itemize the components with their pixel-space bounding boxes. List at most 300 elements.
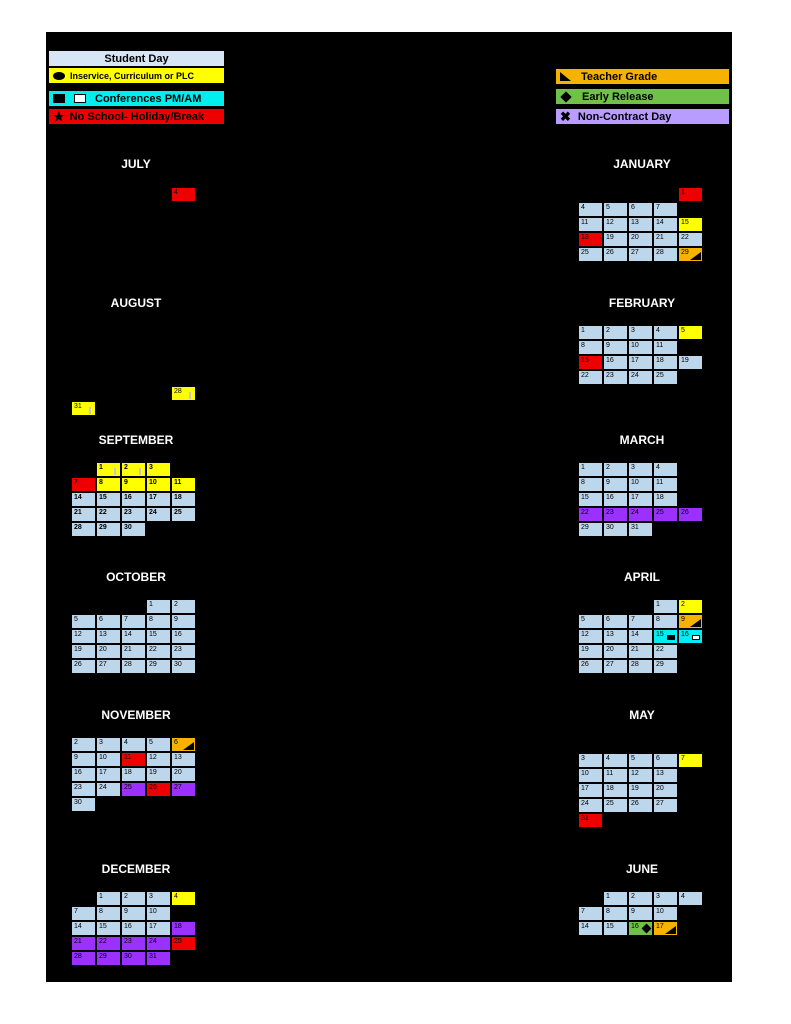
day-number: 13 — [656, 770, 664, 777]
day-cell-september-9 — [122, 478, 146, 492]
day-number: 25 — [174, 938, 182, 945]
day-number: 10 — [149, 479, 157, 486]
day-cell-february-18 — [654, 356, 678, 370]
day-cell-october-30 — [172, 660, 196, 674]
day-number: 29 — [99, 524, 107, 531]
day-cell-april-6 — [604, 615, 628, 629]
day-number: 15 — [606, 923, 614, 930]
day-number: 18 — [174, 494, 182, 501]
day-cell-march-22 — [579, 508, 603, 522]
day-cell-september-24 — [147, 508, 171, 522]
day-cell-may-26 — [629, 799, 653, 813]
day-number: 21 — [74, 509, 82, 516]
day-cell-march-8 — [579, 478, 603, 492]
day-number: 1 — [149, 601, 153, 608]
day-number: 25 — [124, 784, 132, 791]
day-cell-october-14 — [122, 630, 146, 644]
day-number: 16 — [124, 494, 132, 501]
day-cell-april-2 — [679, 600, 703, 614]
day-cell-november-24 — [97, 783, 121, 797]
day-number: 1 — [681, 189, 685, 196]
day-number: 18 — [656, 357, 664, 364]
day-number: 28 — [74, 524, 82, 531]
day-number: 16 — [631, 923, 639, 930]
legend-conferences-label: Conferences PM/AM — [95, 92, 202, 105]
day-number: 17 — [631, 494, 639, 501]
calendar-sheet — [46, 32, 732, 982]
day-number: 4 — [656, 464, 660, 471]
day-number: 5 — [681, 327, 685, 334]
month-title-april: APRIL — [624, 570, 660, 584]
month-title-december: DECEMBER — [101, 862, 171, 876]
day-number: 31 — [74, 403, 82, 410]
day-number: 22 — [581, 509, 589, 516]
day-number: 26 — [74, 661, 82, 668]
day-number: 7 — [74, 479, 78, 486]
day-number: 24 — [631, 509, 639, 516]
day-number: 6 — [606, 616, 610, 623]
day-cell-february-25 — [654, 371, 678, 385]
teacher-grade-icon — [690, 252, 701, 260]
day-number: 17 — [631, 357, 639, 364]
day-number: 4 — [174, 893, 178, 900]
day-cell-may-7 — [679, 754, 703, 768]
day-number: 22 — [99, 509, 107, 516]
day-number: 19 — [581, 646, 589, 653]
day-cell-january-29 — [679, 248, 703, 262]
day-cell-september-8 — [97, 478, 121, 492]
day-cell-may-3 — [579, 754, 603, 768]
day-cell-october-26 — [72, 660, 96, 674]
day-cell-november-2 — [72, 738, 96, 752]
day-cell-february-9 — [604, 341, 628, 355]
legend-student-day — [48, 50, 225, 67]
day-number: 31 — [631, 524, 639, 531]
day-cell-april-8 — [654, 615, 678, 629]
day-cell-september-10 — [147, 478, 171, 492]
day-number: 23 — [74, 784, 82, 791]
day-cell-june-10 — [654, 907, 678, 921]
day-cell-march-10 — [629, 478, 653, 492]
month-title-november: NOVEMBER — [101, 708, 171, 722]
day-cell-november-19 — [147, 768, 171, 782]
day-cell-october-28 — [122, 660, 146, 674]
day-cell-january-26 — [604, 248, 628, 262]
month-title-august: AUGUST — [110, 296, 162, 310]
day-cell-november-5 — [147, 738, 171, 752]
day-cell-june-1 — [604, 892, 628, 906]
day-cell-march-29 — [579, 523, 603, 537]
day-number: 4 — [606, 755, 610, 762]
day-number: 25 — [174, 509, 182, 516]
tick-mark-icon — [139, 468, 141, 475]
day-cell-july-4 — [172, 188, 196, 202]
day-number: 6 — [99, 616, 103, 623]
day-number: 27 — [606, 661, 614, 668]
day-cell-march-26 — [679, 508, 703, 522]
day-cell-may-18 — [604, 784, 628, 798]
am-conference-icon — [692, 635, 700, 640]
day-number: 12 — [581, 631, 589, 638]
month-title-january: JANUARY — [613, 157, 671, 171]
day-cell-september-17 — [147, 493, 171, 507]
day-number: 7 — [631, 616, 635, 623]
day-cell-october-29 — [147, 660, 171, 674]
day-cell-june-9 — [629, 907, 653, 921]
day-number: 28 — [656, 249, 664, 256]
day-cell-march-9 — [604, 478, 628, 492]
day-cell-february-3 — [629, 326, 653, 340]
legend-inservice-label: Inservice, Curriculum or PLC — [70, 70, 195, 81]
ellipse-icon — [53, 72, 65, 80]
day-cell-february-17 — [629, 356, 653, 370]
legend-teacher-grade-label: Teacher Grade — [581, 70, 658, 83]
day-cell-january-18 — [579, 233, 603, 247]
day-number: 16 — [124, 923, 132, 930]
day-cell-january-22 — [679, 233, 703, 247]
day-number: 3 — [631, 327, 635, 334]
day-number: 28 — [174, 388, 182, 395]
day-cell-may-13 — [654, 769, 678, 783]
day-cell-november-6 — [172, 738, 196, 752]
day-cell-october-22 — [147, 645, 171, 659]
day-number: 20 — [99, 646, 107, 653]
day-number: 3 — [581, 755, 585, 762]
day-number: 21 — [74, 938, 82, 945]
day-number: 3 — [149, 893, 153, 900]
day-cell-march-23 — [604, 508, 628, 522]
day-cell-october-27 — [97, 660, 121, 674]
day-number: 7 — [681, 755, 685, 762]
day-number: 10 — [149, 908, 157, 915]
day-number: 27 — [631, 249, 639, 256]
day-number: 16 — [681, 631, 689, 638]
day-number: 9 — [124, 908, 128, 915]
day-number: 22 — [656, 646, 664, 653]
x-icon: ✖ — [560, 109, 571, 124]
day-number: 12 — [74, 631, 82, 638]
month-title-june: JUNE — [625, 862, 658, 876]
legend-early-release — [555, 88, 730, 105]
day-number: 23 — [124, 938, 132, 945]
day-number: 5 — [631, 755, 635, 762]
day-cell-january-5 — [604, 203, 628, 217]
day-number: 25 — [606, 800, 614, 807]
day-cell-june-16 — [629, 922, 653, 936]
day-cell-january-13 — [629, 218, 653, 232]
day-number: 23 — [606, 509, 614, 516]
day-number: 1 — [99, 464, 103, 471]
day-cell-november-11 — [122, 753, 146, 767]
day-number: 1 — [656, 601, 660, 608]
day-cell-may-17 — [579, 784, 603, 798]
day-cell-march-15 — [579, 493, 603, 507]
day-number: 28 — [631, 661, 639, 668]
day-number: 14 — [631, 631, 639, 638]
day-cell-march-1 — [579, 463, 603, 477]
day-cell-december-18 — [172, 922, 196, 936]
tick-mark-icon — [114, 468, 116, 475]
day-cell-october-20 — [97, 645, 121, 659]
day-number: 7 — [656, 204, 660, 211]
day-number: 25 — [656, 509, 664, 516]
day-cell-december-21 — [72, 937, 96, 951]
day-cell-may-6 — [654, 754, 678, 768]
day-number: 8 — [656, 616, 660, 623]
day-cell-april-20 — [604, 645, 628, 659]
day-cell-november-18 — [122, 768, 146, 782]
day-number: 21 — [631, 646, 639, 653]
day-cell-january-15 — [679, 218, 703, 232]
day-cell-may-20 — [654, 784, 678, 798]
day-cell-december-8 — [97, 907, 121, 921]
month-title-october: OCTOBER — [106, 570, 166, 584]
day-number: 8 — [99, 908, 103, 915]
teacher-grade-icon — [665, 926, 676, 934]
day-cell-december-7 — [72, 907, 96, 921]
day-cell-january-27 — [629, 248, 653, 262]
day-number: 5 — [149, 739, 153, 746]
legend-teacher-grade — [555, 68, 730, 85]
day-number: 11 — [174, 479, 182, 486]
day-number: 24 — [149, 509, 157, 516]
day-cell-september-14 — [72, 493, 96, 507]
day-cell-june-15 — [604, 922, 628, 936]
day-number: 11 — [656, 342, 664, 349]
day-cell-january-19 — [604, 233, 628, 247]
day-number: 24 — [631, 372, 639, 379]
day-cell-september-23 — [122, 508, 146, 522]
day-cell-december-28 — [72, 952, 96, 966]
day-number: 9 — [74, 754, 78, 761]
day-number: 1 — [606, 893, 610, 900]
day-cell-september-18 — [172, 493, 196, 507]
day-number: 8 — [581, 479, 585, 486]
day-number: 13 — [99, 631, 107, 638]
day-number: 18 — [606, 785, 614, 792]
day-number: 6 — [631, 204, 635, 211]
day-cell-december-30 — [122, 952, 146, 966]
day-cell-may-4 — [604, 754, 628, 768]
day-number: 22 — [581, 372, 589, 379]
day-cell-november-13 — [172, 753, 196, 767]
day-number: 27 — [99, 661, 107, 668]
day-number: 18 — [174, 923, 182, 930]
day-number: 11 — [124, 754, 132, 761]
day-cell-april-9 — [679, 615, 703, 629]
day-cell-november-17 — [97, 768, 121, 782]
day-cell-november-30 — [72, 798, 96, 812]
day-cell-november-20 — [172, 768, 196, 782]
day-cell-june-2 — [629, 892, 653, 906]
day-cell-october-19 — [72, 645, 96, 659]
day-number: 30 — [174, 661, 182, 668]
day-cell-september-15 — [97, 493, 121, 507]
day-cell-december-17 — [147, 922, 171, 936]
day-cell-december-4 — [172, 892, 196, 906]
day-cell-december-16 — [122, 922, 146, 936]
day-cell-january-12 — [604, 218, 628, 232]
day-cell-february-8 — [579, 341, 603, 355]
day-number: 30 — [606, 524, 614, 531]
day-cell-may-5 — [629, 754, 653, 768]
day-cell-april-15 — [654, 630, 678, 644]
day-cell-december-29 — [97, 952, 121, 966]
month-title-may: MAY — [629, 708, 655, 722]
day-number: 20 — [631, 234, 639, 241]
legend-no-school-label: No School- Holiday/Break — [69, 110, 205, 123]
day-cell-august-31 — [72, 402, 96, 416]
day-number: 14 — [74, 494, 82, 501]
day-cell-october-9 — [172, 615, 196, 629]
day-number: 13 — [174, 754, 182, 761]
day-cell-october-23 — [172, 645, 196, 659]
day-number: 26 — [149, 784, 157, 791]
day-cell-march-4 — [654, 463, 678, 477]
day-cell-november-27 — [172, 783, 196, 797]
day-cell-october-6 — [97, 615, 121, 629]
day-cell-september-29 — [97, 523, 121, 537]
day-number: 17 — [149, 494, 157, 501]
day-cell-february-2 — [604, 326, 628, 340]
day-number: 10 — [99, 754, 107, 761]
teacher-grade-icon — [690, 619, 701, 627]
day-number: 15 — [99, 494, 107, 501]
day-cell-march-31 — [629, 523, 653, 537]
day-number: 11 — [581, 219, 589, 226]
day-cell-september-3 — [147, 463, 171, 477]
diamond-icon — [560, 91, 571, 102]
day-number: 2 — [681, 601, 685, 608]
day-number: 20 — [656, 785, 664, 792]
day-number: 28 — [74, 953, 82, 960]
teacher-grade-icon — [183, 742, 194, 750]
day-cell-june-7 — [579, 907, 603, 921]
day-number: 16 — [174, 631, 182, 638]
day-number: 9 — [606, 342, 610, 349]
day-cell-december-22 — [97, 937, 121, 951]
day-number: 23 — [606, 372, 614, 379]
day-number: 14 — [124, 631, 132, 638]
day-cell-february-4 — [654, 326, 678, 340]
day-cell-april-1 — [654, 600, 678, 614]
day-cell-december-24 — [147, 937, 171, 951]
day-number: 26 — [631, 800, 639, 807]
day-cell-september-1 — [97, 463, 121, 477]
day-number: 30 — [124, 953, 132, 960]
day-cell-september-30 — [122, 523, 146, 537]
corner-triangle-icon — [560, 72, 571, 81]
day-cell-january-21 — [654, 233, 678, 247]
day-number: 24 — [581, 800, 589, 807]
day-number: 21 — [656, 234, 664, 241]
diamond-icon — [642, 924, 652, 934]
day-cell-december-10 — [147, 907, 171, 921]
day-number: 14 — [74, 923, 82, 930]
day-number: 8 — [581, 342, 585, 349]
day-cell-june-4 — [679, 892, 703, 906]
day-cell-december-3 — [147, 892, 171, 906]
day-cell-november-12 — [147, 753, 171, 767]
day-cell-august-28 — [172, 387, 196, 401]
day-cell-march-11 — [654, 478, 678, 492]
day-number: 18 — [656, 494, 664, 501]
day-cell-march-16 — [604, 493, 628, 507]
day-cell-april-27 — [604, 660, 628, 674]
day-number: 8 — [99, 479, 103, 486]
day-number: 9 — [606, 479, 610, 486]
day-cell-december-14 — [72, 922, 96, 936]
day-cell-november-10 — [97, 753, 121, 767]
day-cell-november-3 — [97, 738, 121, 752]
day-cell-january-28 — [654, 248, 678, 262]
day-cell-march-3 — [629, 463, 653, 477]
day-cell-april-5 — [579, 615, 603, 629]
day-number: 17 — [581, 785, 589, 792]
day-cell-february-11 — [654, 341, 678, 355]
day-number: 8 — [149, 616, 153, 623]
day-cell-february-16 — [604, 356, 628, 370]
day-number: 24 — [99, 784, 107, 791]
legend-non-contract-label: Non-Contract Day — [577, 110, 672, 123]
day-cell-april-16 — [679, 630, 703, 644]
day-cell-october-16 — [172, 630, 196, 644]
day-number: 4 — [581, 204, 585, 211]
day-cell-may-31 — [579, 814, 603, 828]
day-number: 7 — [581, 908, 585, 915]
day-cell-september-7 — [72, 478, 96, 492]
day-cell-december-25 — [172, 937, 196, 951]
day-number: 9 — [631, 908, 635, 915]
day-number: 9 — [124, 479, 128, 486]
day-cell-may-19 — [629, 784, 653, 798]
day-number: 17 — [99, 769, 107, 776]
day-number: 7 — [74, 908, 78, 915]
day-cell-october-15 — [147, 630, 171, 644]
day-cell-may-24 — [579, 799, 603, 813]
day-cell-january-6 — [629, 203, 653, 217]
day-cell-april-13 — [604, 630, 628, 644]
day-cell-october-13 — [97, 630, 121, 644]
day-number: 10 — [631, 342, 639, 349]
day-cell-february-15 — [579, 356, 603, 370]
day-cell-may-27 — [654, 799, 678, 813]
day-number: 1 — [581, 464, 585, 471]
day-number: 10 — [631, 479, 639, 486]
day-number: 19 — [74, 646, 82, 653]
day-number: 28 — [124, 661, 132, 668]
legend-non-contract — [555, 108, 730, 125]
day-cell-december-1 — [97, 892, 121, 906]
day-number: 6 — [656, 755, 660, 762]
day-number: 29 — [656, 661, 664, 668]
day-cell-january-25 — [579, 248, 603, 262]
day-number: 2 — [74, 739, 78, 746]
day-number: 14 — [656, 219, 664, 226]
day-number: 9 — [681, 616, 685, 623]
day-number: 23 — [124, 509, 132, 516]
day-number: 16 — [606, 357, 614, 364]
day-number: 31 — [149, 953, 157, 960]
day-cell-february-23 — [604, 371, 628, 385]
day-number: 27 — [174, 784, 182, 791]
day-cell-june-8 — [604, 907, 628, 921]
day-number: 4 — [124, 739, 128, 746]
day-number: 13 — [606, 631, 614, 638]
day-cell-october-5 — [72, 615, 96, 629]
day-number: 1 — [99, 893, 103, 900]
day-cell-november-26 — [147, 783, 171, 797]
